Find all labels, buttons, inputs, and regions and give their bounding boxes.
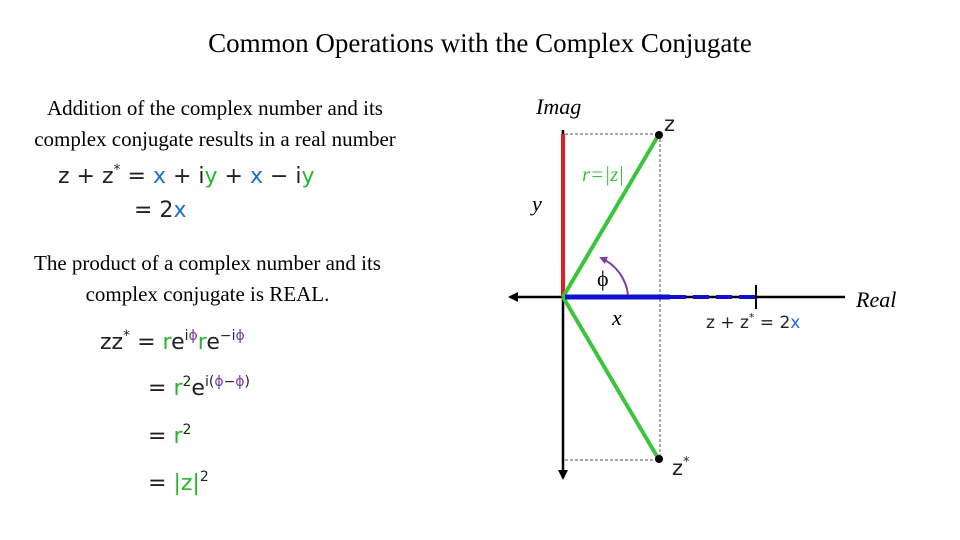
addition-text-line-2: complex conjugate results in a real number [34, 127, 396, 151]
product-text-line-1: The product of a complex number and its [34, 251, 381, 275]
product-equation-line-1: $zz^* = re^{i\phi}re^{-i\phi}$ [100, 328, 245, 355]
addition-text-line-1: Addition of the complex number and its [47, 96, 383, 120]
addition-equation-line-2: = 2x [134, 198, 187, 223]
z-label: z [664, 112, 676, 136]
real-axis-label: Real [856, 287, 897, 312]
x-label: x [612, 305, 622, 330]
zconj-point [655, 455, 663, 463]
modulus-line-z [563, 136, 658, 297]
sum-label: z + z* = 2x [706, 311, 801, 333]
product-equation-line-4: = $|z|^2$ [148, 469, 209, 496]
z-point [655, 131, 663, 139]
modulus-label: r=|z| [582, 162, 625, 186]
imag-axis-label: Imag [536, 94, 582, 119]
phi-label: ϕ [597, 266, 609, 291]
zconj-label: z* [672, 455, 690, 480]
y-label: y [532, 191, 542, 216]
product-equation-line-2: = $r^2e^{i(\phi-\phi)}$ [148, 374, 251, 401]
addition-equation-line-1: z + z* = x + iy + x − iy [58, 162, 315, 189]
product-equation-line-3: = $r^2$ [148, 422, 192, 449]
page-title: Common Operations with the Complex Conjugate [208, 28, 752, 58]
modulus-line-zconj [563, 297, 658, 458]
product-text-line-2: complex conjugate is REAL. [85, 282, 330, 306]
